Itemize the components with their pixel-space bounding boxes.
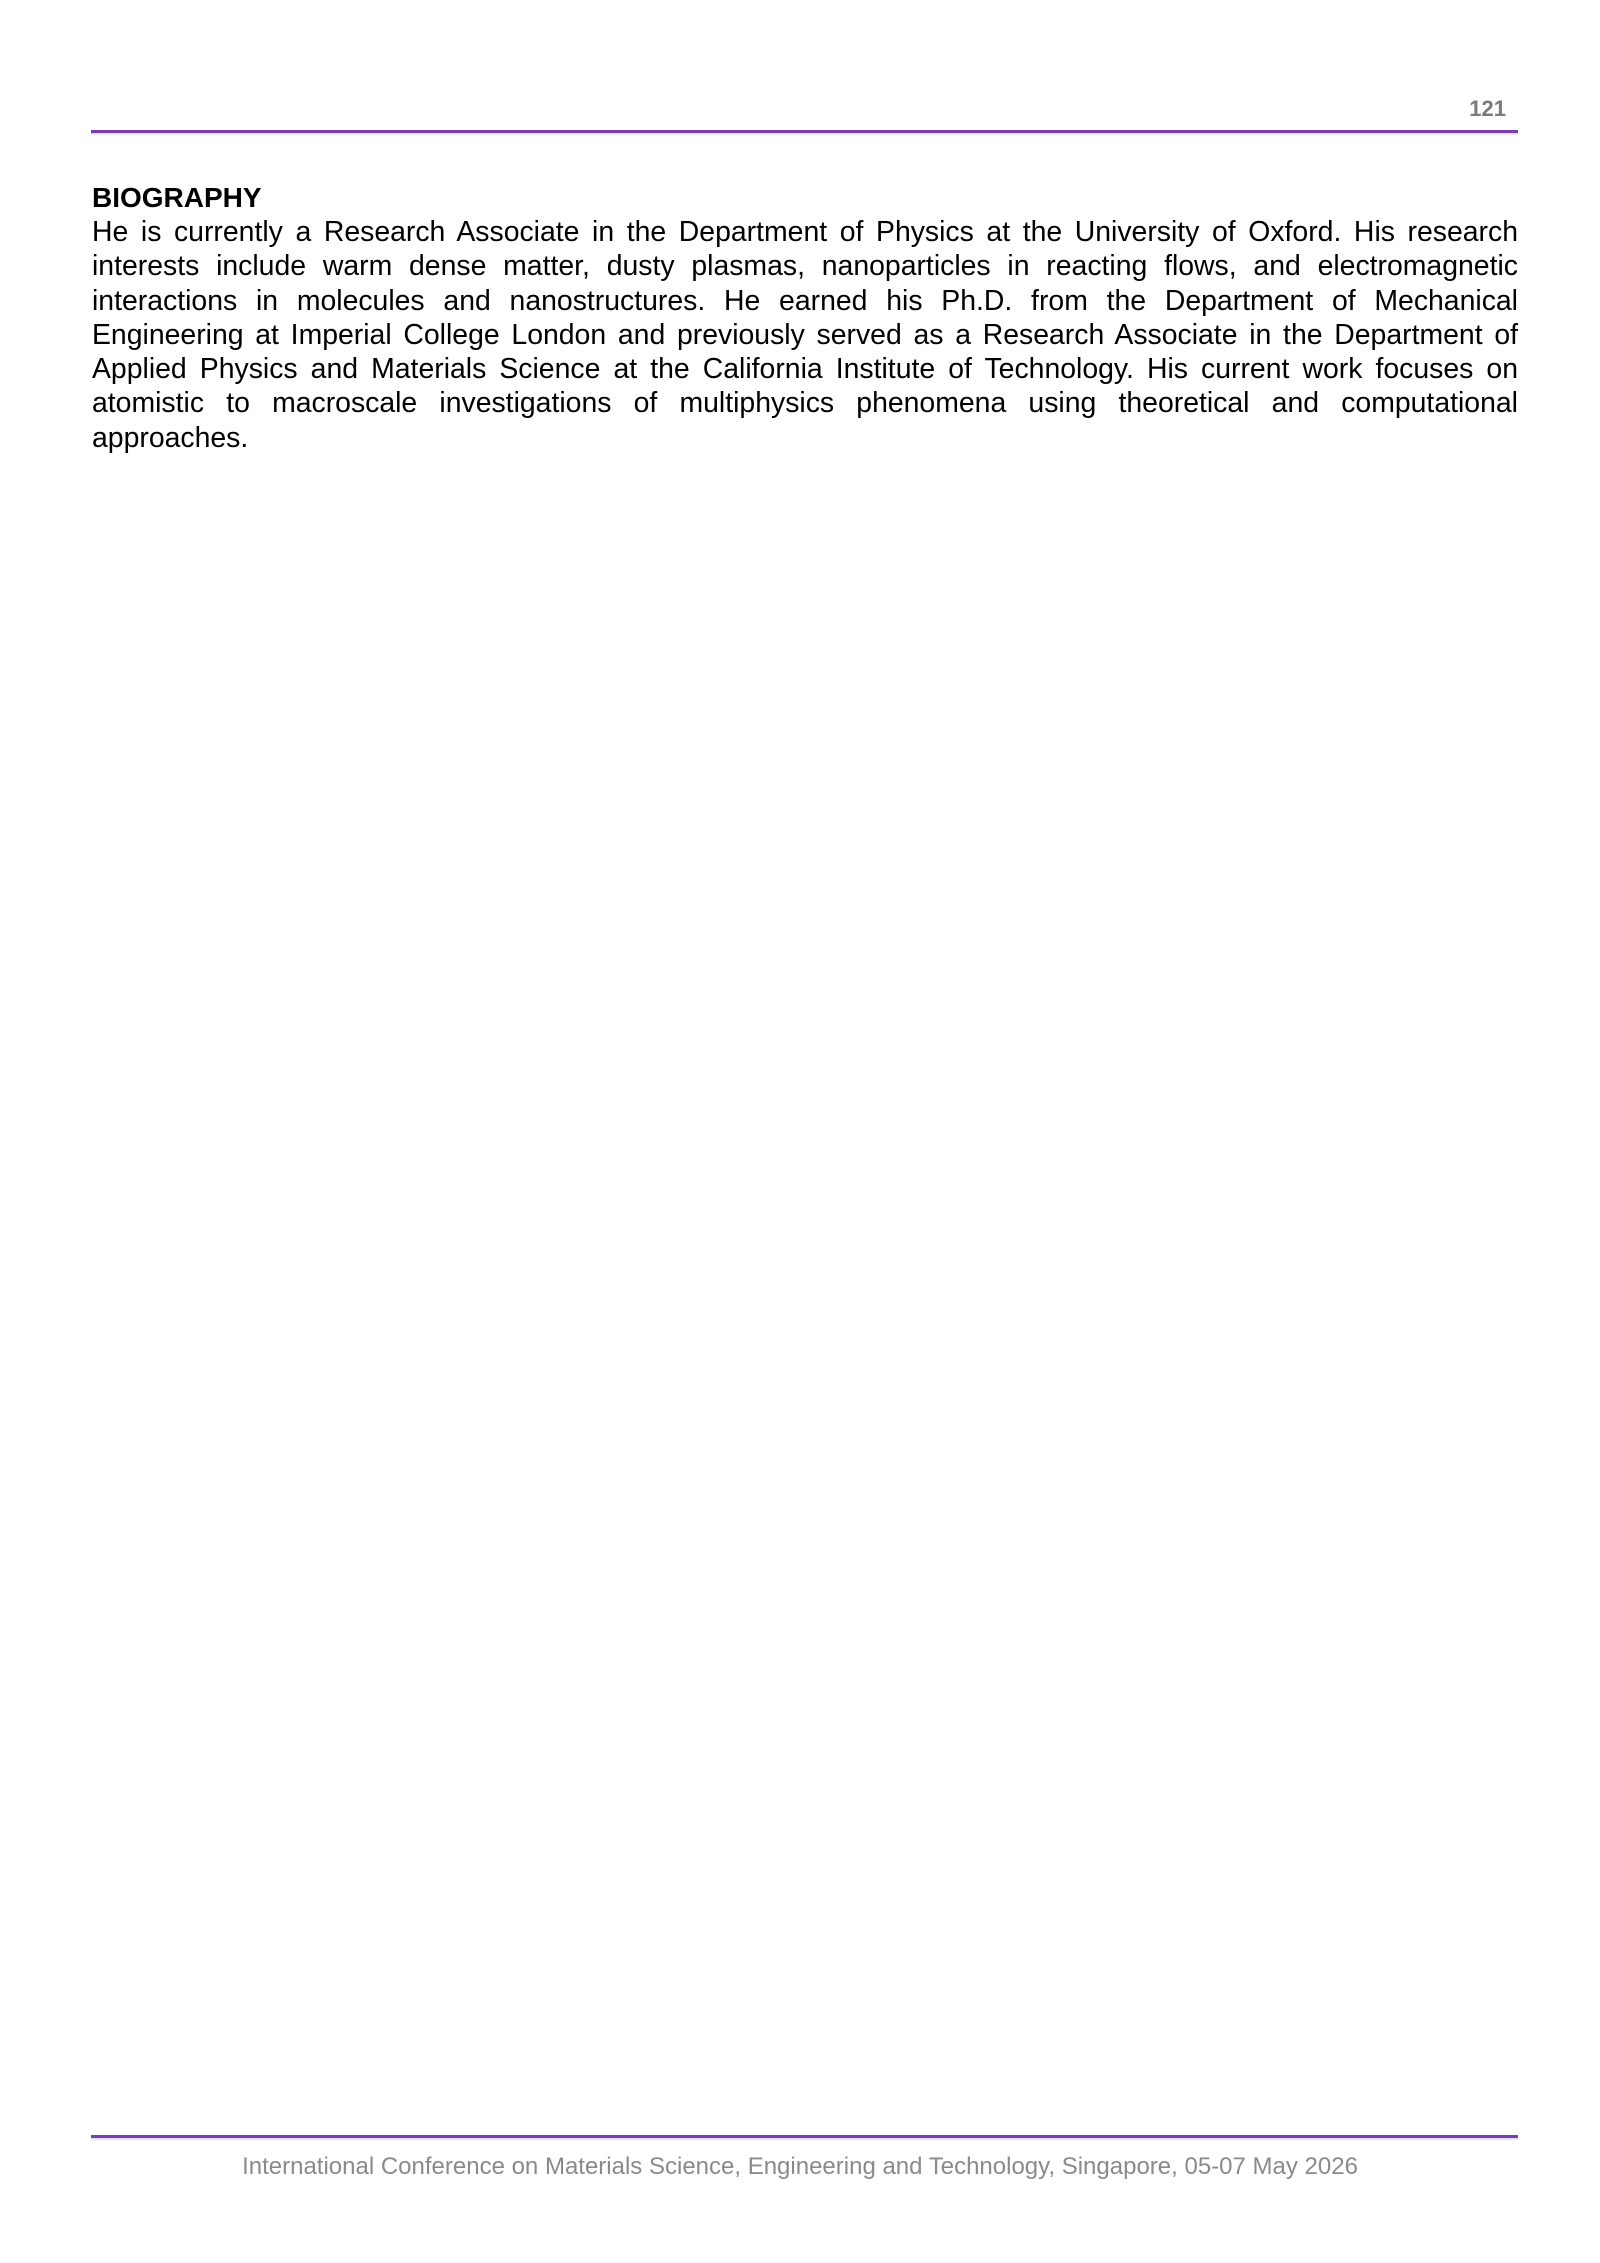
footer-divider xyxy=(91,2135,1518,2138)
footer-conference-text: International Conference on Materials Science, Engineering and Technology, Singapore, 05-07 May 2026 xyxy=(242,2153,1358,2180)
biography-text: He is currently a Research Associate in the Department of Physics at the University of Oxford. His research interests include warm dense matter, dusty plasmas, nanoparticles in reacting flows, and electromagnetic interactions in molecules and nanostructures. He earned his Ph.D. from the Department of Mechanical Engineering at Imperial College London and previously served as a Research Associate in the Department of Applied Physics and Materials Science at the California Institute of Technology. His current work focuses on atomistic to macroscale investigations of multiphysics phenomena using theoretical and computational approaches. xyxy=(92,216,1518,454)
page-number: 121 xyxy=(1469,96,1506,121)
biography-section xyxy=(92,181,1518,455)
header-divider xyxy=(91,130,1518,133)
biography-heading: BIOGRAPHY xyxy=(92,182,262,213)
